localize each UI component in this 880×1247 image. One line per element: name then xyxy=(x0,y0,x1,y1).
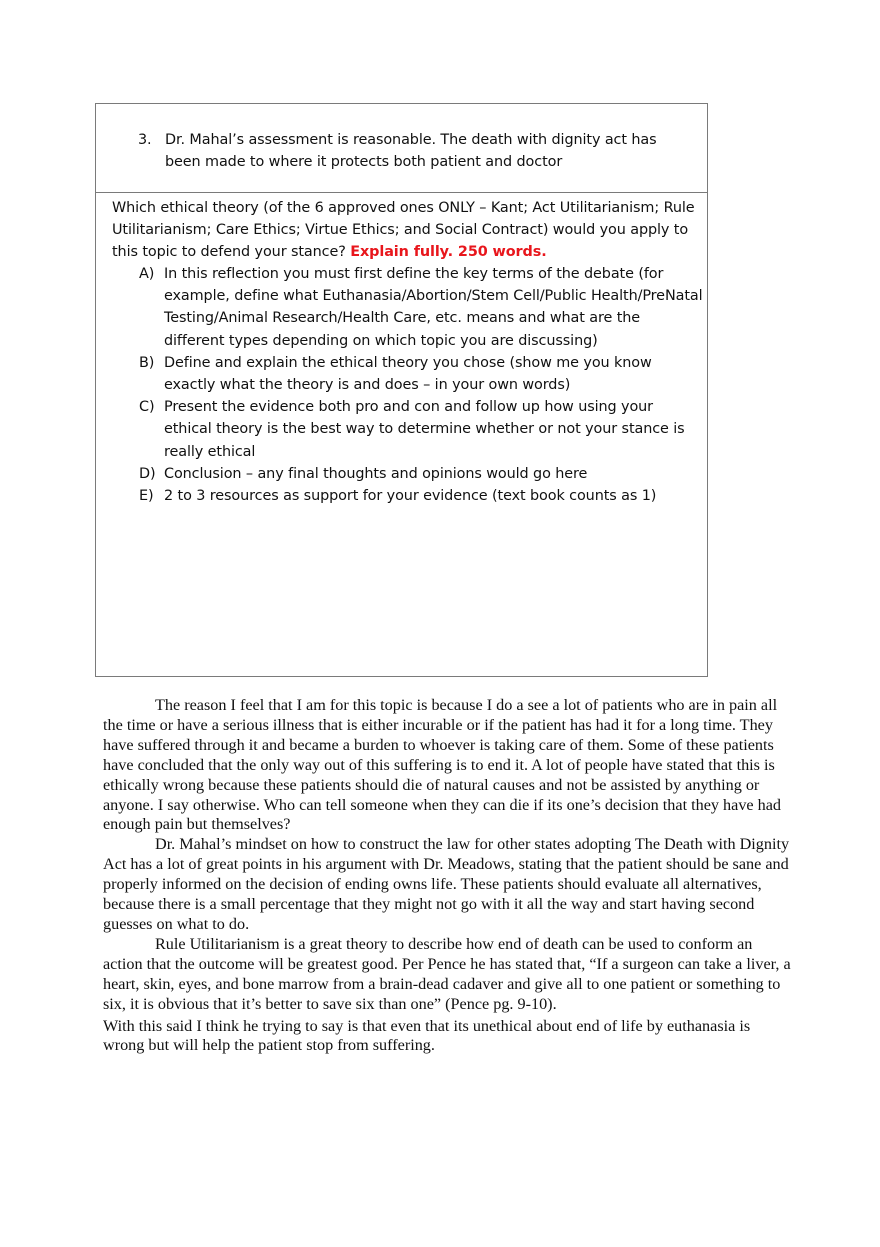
table-row-instructions xyxy=(96,193,707,676)
requirement-text: 2 to 3 resources as support for your evidence (text book counts as 1) xyxy=(164,488,657,505)
assignment-table xyxy=(95,103,708,677)
item-text: Dr. Mahal’s assessment is reasonable. The death with dignity act has been made to where it protects both patient and doctor xyxy=(165,132,657,170)
requirement-text: Conclusion – any final thoughts and opinions would go here xyxy=(164,465,588,482)
requirement-item xyxy=(112,352,703,396)
essay-body xyxy=(103,696,793,1056)
table-row-stance xyxy=(96,104,707,193)
requirement-text: Define and explain the ethical theory you chose (show me you know exactly what the theory is and does – in your own words) xyxy=(164,354,652,394)
requirement-letter: A) xyxy=(139,266,155,282)
requirement-letter: C) xyxy=(139,399,155,416)
requirement-letter: D) xyxy=(139,465,156,482)
requirement-letter: E) xyxy=(139,488,154,505)
prompt-paragraph xyxy=(112,197,703,263)
requirements-list xyxy=(112,263,703,507)
prompt-text: Which ethical theory (of the 6 approved ones ONLY – Kant; Act Utilitarianism; Rule Utilitarianism; Care Ethics; Virtue Ethics; and Social Contract) would you apply to this topic to defend your stance? xyxy=(112,200,695,260)
essay-paragraph: Dr. Mahal’s mindset on how to construct the law for other states adopting The Death with Dignity Act has a lot of great points in his argument with Dr. Meadows, stating that the patient should be sane and properly informed on the decision of ending owns life. These patients should evaluate all alternatives, because there is a small percentage that they might not go with it all the way and start having second guesses on what to do. xyxy=(103,835,790,933)
numbered-item-3 xyxy=(138,129,687,173)
requirement-item xyxy=(112,463,703,485)
essay-paragraph: With this said I think he trying to say is that even that its unethical about end of life by euthanasia is wrong but will help the patient stop from suffering. xyxy=(103,1016,751,1055)
requirement-item xyxy=(112,263,703,352)
instructions-block xyxy=(112,197,703,507)
requirement-text: Present the evidence both pro and con and follow up how using your ethical theory is the best way to determine whether or not your stance is really ethical xyxy=(164,399,685,460)
essay-paragraph: The reason I feel that I am for this topic is because I do a see a lot of patients who are in pain all the time or have a serious illness that is either incurable or if the patient has had it for a long time. They have suffered through it and became a burden to whoever is taking care of them. Some of these patients have concluded that the only way out of this suffering is to end it. A lot of people have stated that this is ethically wrong because these patients should die of natural causes and not be assisted by anything or anyone. I say otherwise. Who can tell someone when they can die if its one’s decision that they have had enough pain but themselves? xyxy=(103,696,782,834)
prompt-emphasis: Explain fully. 250 words. xyxy=(350,244,547,260)
essay-paragraph: Rule Utilitarianism is a great theory to describe how end of death can be used to conform an action that the outcome will be greatest good. Per Pence he has stated that, “If a surgeon can take a liver, a heart, skin, eyes, and bone marrow from a brain-dead cadaver and give all to one patient or something to six, it is obvious that it’s better to save six than one” (Pence pg. 9-10). xyxy=(103,934,791,1013)
requirement-letter: B) xyxy=(139,354,155,371)
requirement-item xyxy=(112,485,703,507)
item-number: 3. xyxy=(138,132,152,148)
requirement-text: In this reflection you must first define the key terms of the debate (for example, define what Euthanasia/Abortion/Stem Cell/Public Health/PreNatal Testing/Animal Research/Health Care, etc. means and what are the different types depending on which topic you are discussing) xyxy=(164,266,703,349)
requirement-item xyxy=(112,396,703,463)
